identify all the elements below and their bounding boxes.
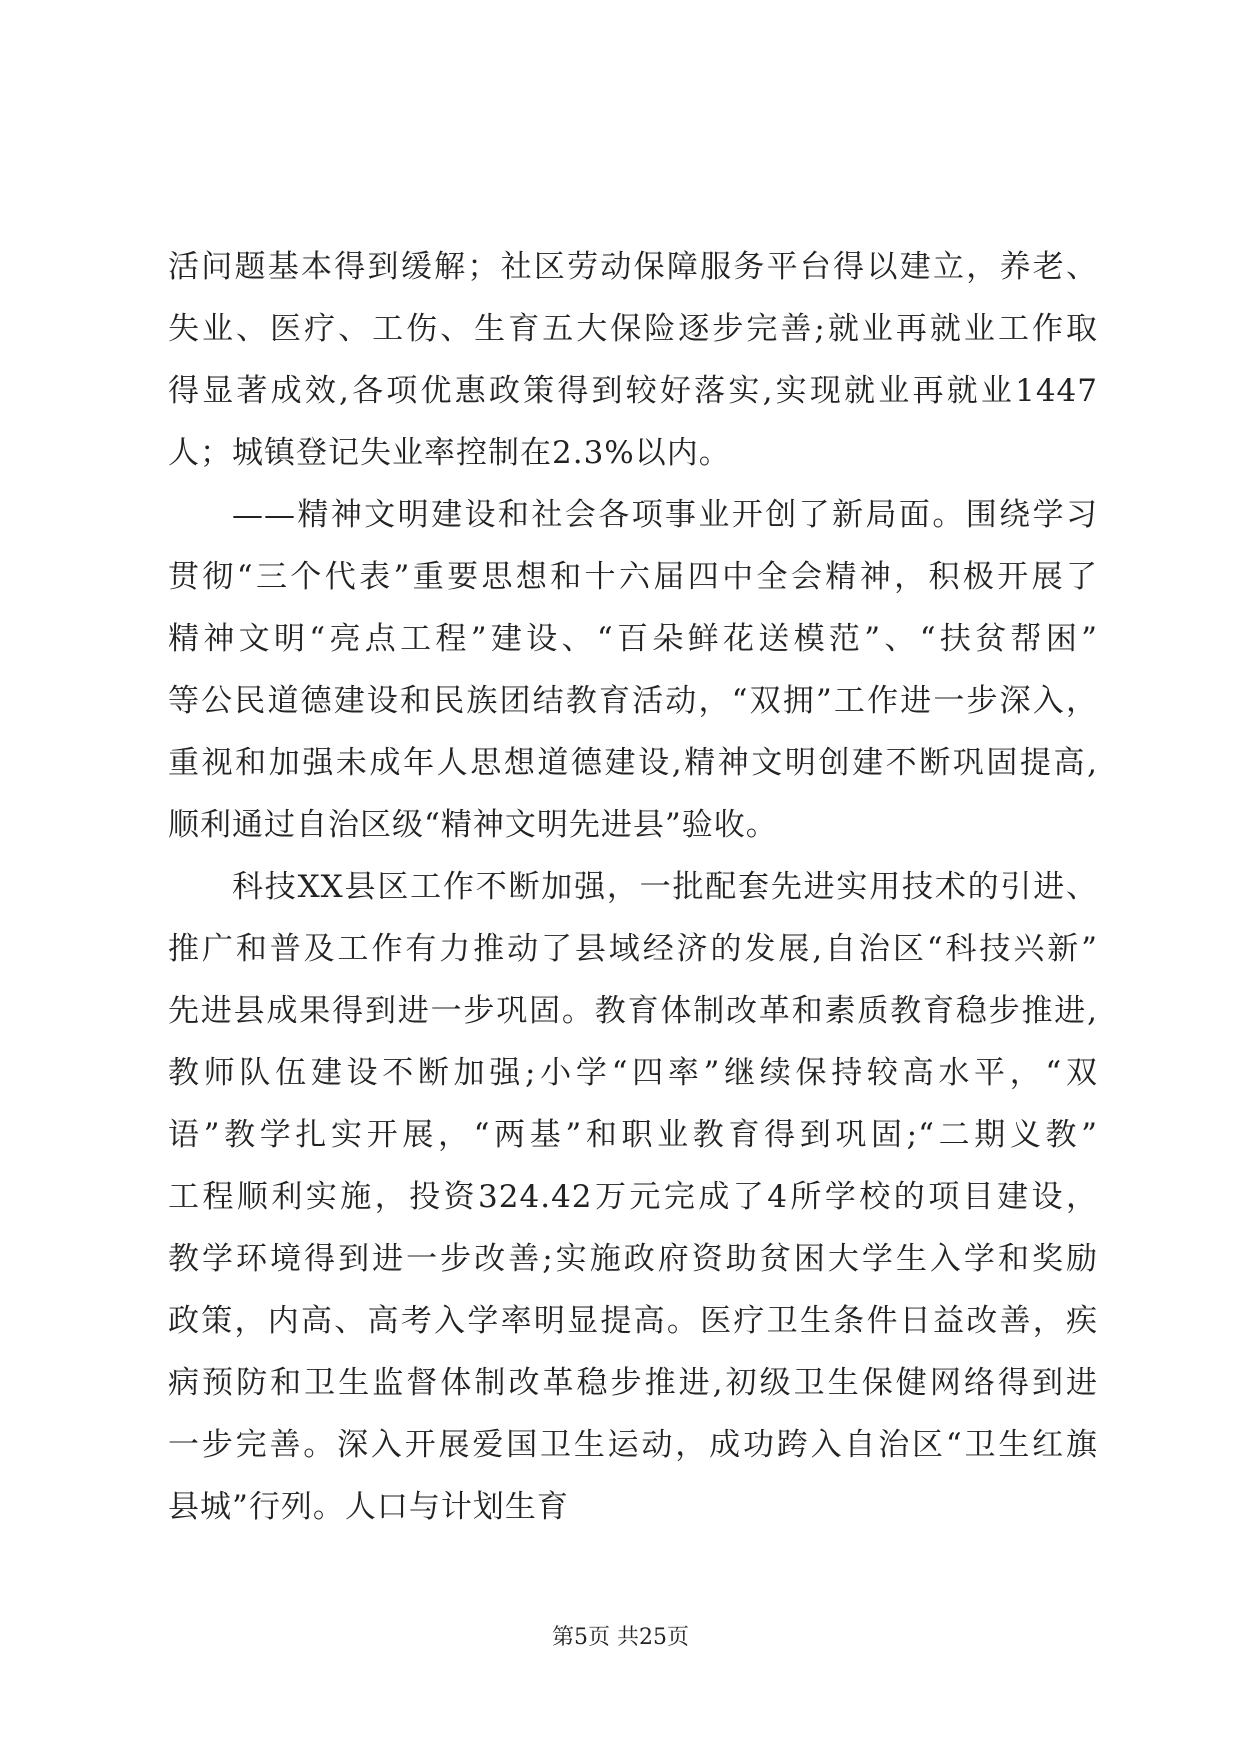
page-number-footer: 第5页 共25页 [552,1625,689,1650]
body-line: 县城”行列。人口与计划生育 [168,1489,569,1525]
body-line: 失业、医疗、工伤、生育五大保险逐步完善;就业再就业工作取 [168,311,1098,347]
body-line: 一步完善。深入开展爱国卫生运动，成功跨入自治区“卫生红旗 [168,1427,1098,1463]
body-line: 推广和普及工作有力推动了县域经济的发展,自治区“科技兴新” [168,931,1098,967]
body-line: 教师队伍建设不断加强;小学“四率”继续保持较高水平，“双 [168,1055,1098,1091]
body-line: 贯彻“三个代表”重要思想和十六届四中全会精神，积极开展了 [168,559,1098,595]
body-line: 教学环境得到进一步改善;实施政府资助贫困大学生入学和奖励 [168,1241,1098,1277]
body-line: ——精神文明建设和社会各项事业开创了新局面。围绕学习 [232,497,1098,533]
body-line: 顺利通过自治区级“精神文明先进县”验收。 [168,807,778,843]
body-line: 语”教学扎实开展，“两基”和职业教育得到巩固;“二期义教” [168,1117,1098,1153]
body-line: 先进县成果得到进一步巩固。教育体制改革和素质教育稳步推进, [168,993,1098,1029]
body-line: 政策，内高、高考入学率明显提高。医疗卫生条件日益改善，疾 [168,1303,1098,1339]
document-body [168,236,1098,1538]
body-line: 精神文明“亮点工程”建设、“百朵鲜花送模范”、“扶贫帮困” [168,621,1098,657]
body-line: 重视和加强未成年人思想道德建设,精神文明创建不断巩固提高, [168,745,1098,781]
body-line: 工程顺利实施，投资324.42万元完成了4所学校的项目建设， [168,1179,1098,1215]
body-line: 科技XX县区工作不断加强，一批配套先进实用技术的引进、 [232,869,1098,905]
body-line: 病预防和卫生监督体制改革稳步推进,初级卫生保健网络得到进 [168,1365,1098,1401]
body-line: 人；城镇登记失业率控制在2.3%以内。 [168,435,731,471]
body-line: 等公民道德建设和民族团结教育活动，“双拥”工作进一步深入， [168,683,1098,719]
body-line: 得显著成效,各项优惠政策得到较好落实,实现就业再就业1447 [168,373,1098,409]
body-line: 活问题基本得到缓解；社区劳动保障服务平台得以建立，养老、 [168,249,1098,285]
